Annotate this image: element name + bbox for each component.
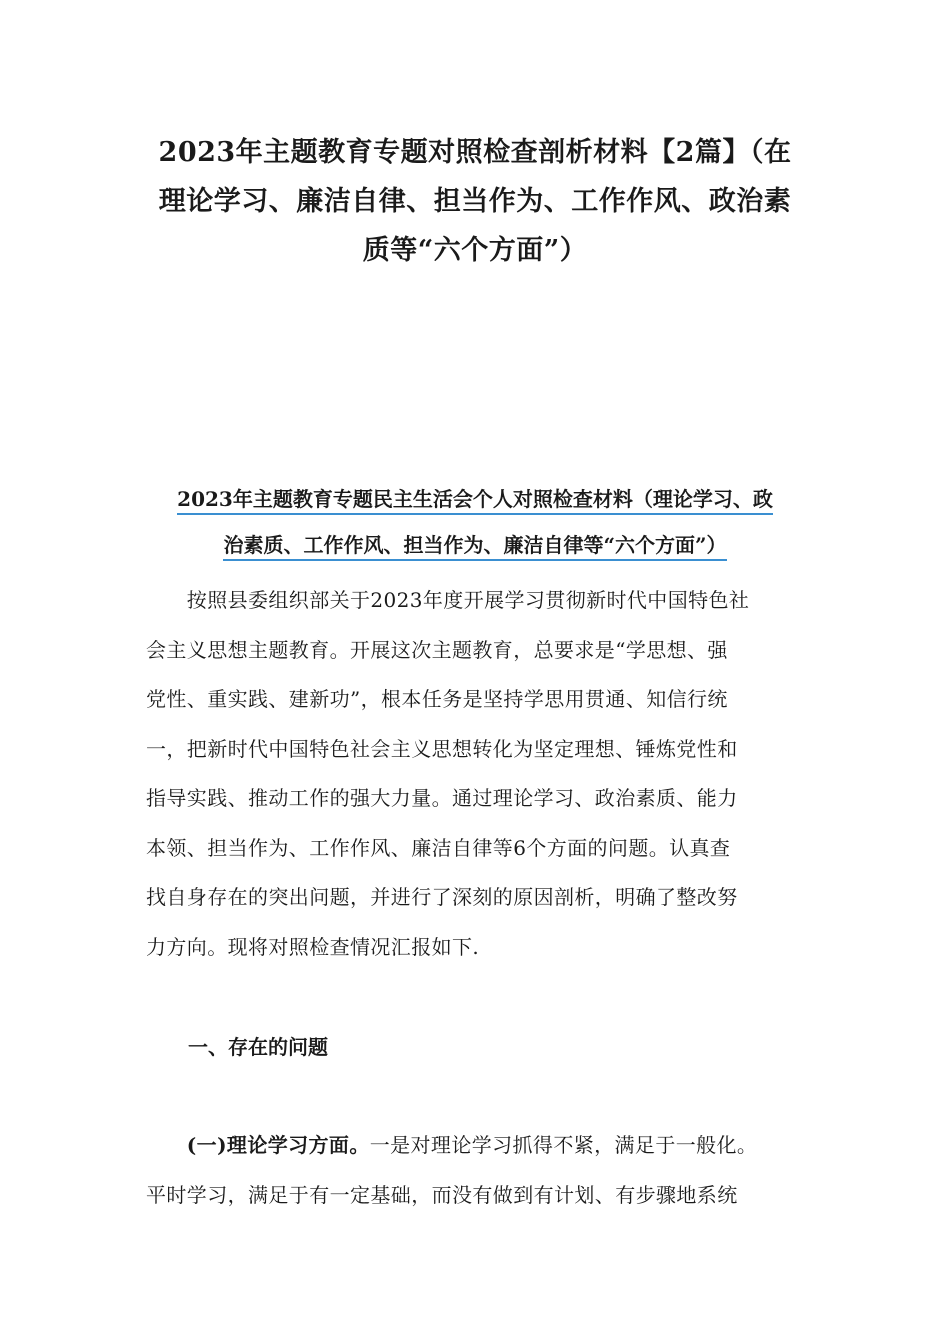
subheading-theory-study: (一)理论学习方面。 (146, 1133, 370, 1157)
paragraph-line: 力方向。现将对照检查情况汇报如下. (146, 934, 480, 959)
paragraph-line (146, 1121, 816, 1171)
title-line: 理论学习、廉洁自律、担当作为、工作作风、政治素 (158, 186, 792, 217)
paragraph-line: 一，把新时代中国特色社会主义思想转化为坚定理想、锤炼党性和 (146, 736, 738, 761)
document-title (140, 128, 810, 275)
intro-paragraph (146, 576, 816, 972)
paragraph-line: 平时学习，满足于有一定基础，而没有做到有计划、有步骤地系统 (146, 1182, 738, 1207)
paragraph-text: 一是对理论学习抓得不紧，满足于一般化。 (369, 1133, 758, 1157)
paragraph-line: 找自身存在的突出问题，并进行了深刻的原因剖析，明确了整改努 (146, 885, 738, 909)
section-title-link[interactable] (140, 476, 810, 568)
section-title-line: 2023年主题教育专题民主生活会个人对照检查材料（理论学习、政 (140, 476, 810, 522)
title-line: 2023年主题教育专题对照检查剖析材料【2篇】（在 (158, 137, 792, 168)
heading-existing-problems: 一、存在的问题 (188, 1035, 328, 1059)
theory-study-paragraph (146, 1121, 816, 1220)
title-line: 质等“六个方面”） (362, 235, 588, 266)
section-title-line: 治素质、工作作风、担当作为、廉洁自律等“六个方面”） (140, 522, 810, 568)
paragraph-line: 会主义思想主题教育。开展这次主题教育，总要求是“学思想、强 (146, 637, 728, 662)
paragraph-line: 指导实践、推动工作的强大力量。通过理论学习、政治素质、能力 (146, 786, 738, 810)
paragraph-line: 本领、担当作为、工作作风、廉洁自律等6个方面的问题。认真查 (146, 835, 731, 860)
paragraph-line: 党性、重实践、建新功”，根本任务是坚持学思用贯通、知信行统 (146, 687, 728, 711)
paragraph-line: 按照县委组织部关于2023年度开展学习贯彻新时代中国特色社 (146, 588, 750, 612)
